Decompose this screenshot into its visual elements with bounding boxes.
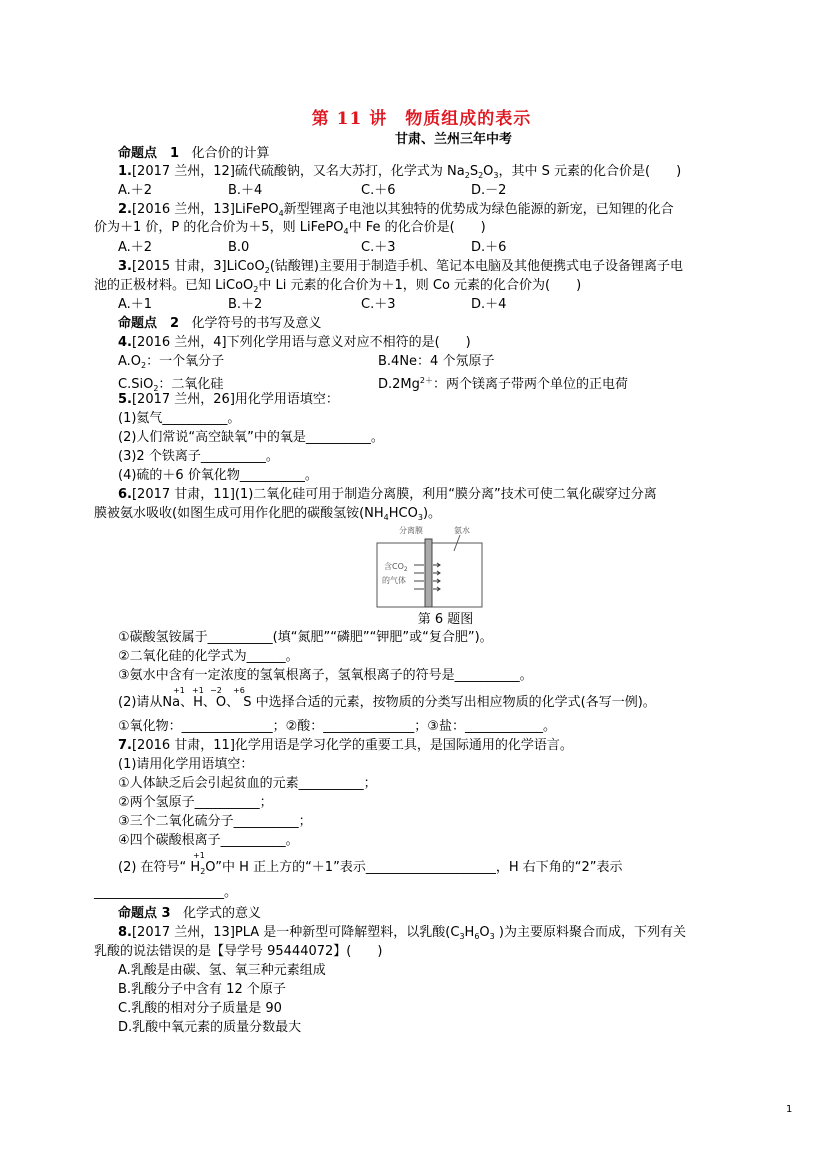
question-number: 1. <box>118 164 132 179</box>
question-number: 7. <box>118 738 132 753</box>
question-text: 中 Fe 的化合价是( ) <box>348 220 486 235</box>
section-label: 命题点 2 <box>118 316 180 331</box>
question-text: )为主要原料聚合而成，下列有关 <box>494 925 686 940</box>
option-c[interactable]: C.＋3 <box>361 240 396 255</box>
page-number: 1 <box>786 1104 793 1115</box>
section-label: 命题点 1 <box>118 146 180 161</box>
option-b[interactable]: B.0 <box>228 240 250 255</box>
question-5 <box>118 392 339 408</box>
option-b[interactable]: B.乳酸分子中含有 12 个原子 <box>118 982 286 997</box>
option-a[interactable]: A.＋2 <box>118 183 153 198</box>
membrane-icon <box>425 539 432 607</box>
question-text: HCO <box>388 506 418 521</box>
subscript: 3 <box>459 932 465 941</box>
option-d[interactable]: D.乳酸中氧元素的质量分数最大 <box>118 1020 302 1035</box>
question-1 <box>118 164 681 184</box>
subscript: 3 <box>493 171 499 180</box>
option-a[interactable]: A.＋2 <box>118 240 153 255</box>
option-b[interactable]: B.＋4 <box>228 183 263 198</box>
question-text: [2017 兰州，26]用化学用语填空： <box>131 392 339 407</box>
subscript: 2 <box>200 867 206 876</box>
question-text: (2) 在符号“ H <box>118 860 201 875</box>
gas-label-2: 的气体 <box>382 576 406 585</box>
question-7 <box>118 738 573 754</box>
fill-blank-item[interactable]: (3)2 个铁离子__________。 <box>118 449 279 464</box>
question-number: 3. <box>118 259 132 274</box>
valence-o: −2 <box>210 686 222 695</box>
section-topic: 化学式的意义 <box>182 906 261 921</box>
fill-blank-item[interactable]: ①人体缺乏后会引起贫血的元素__________； <box>118 776 377 791</box>
question-number: 4. <box>118 335 132 350</box>
superscript: 2＋ <box>419 376 433 385</box>
section-heading-1 <box>118 146 269 162</box>
subscript: 2 <box>253 285 259 294</box>
question-text: ，其中 S 元素的化合价是( ) <box>498 164 682 179</box>
subscript: 2 <box>464 171 470 180</box>
question-7-part1: (1)请用化学用语填空： <box>118 757 254 772</box>
question-1-options <box>118 183 506 199</box>
question-text: H <box>464 925 475 940</box>
question-text: [2017 兰州，13]PLA 是一种新型可降解塑料，以乳酸(C <box>131 925 460 940</box>
option-c[interactable]: C.＋3 <box>361 297 396 312</box>
question-4-options-row1 <box>118 354 494 374</box>
ammonia-label: 氨水 <box>454 526 470 535</box>
section-topic: 化学符号的书写及意义 <box>191 316 322 331</box>
page-title: 第 11 讲 物质组成的表示 <box>311 109 532 129</box>
question-text: 价为＋1 价，P 的化合价为＋5，则 LiFePO <box>94 220 344 235</box>
question-number: 8. <box>118 925 132 940</box>
section-label: 命题点 3 <box>118 906 171 921</box>
question-text: O <box>479 925 490 940</box>
figure-caption: 第 6 题图 <box>417 612 474 627</box>
option-a[interactable]: A.乳酸是由碳、氢、氧三种元素组成 <box>118 963 326 978</box>
valence-h: +1 <box>193 851 205 860</box>
membrane-separation-figure <box>376 521 484 609</box>
figure-diagram <box>376 521 484 609</box>
subscript: 2 <box>478 171 484 180</box>
option-text: A.O <box>118 354 142 369</box>
subscript: 4 <box>343 227 349 236</box>
valence-na: +1 <box>173 686 185 695</box>
option-c[interactable]: C.乳酸的相对分子质量是 90 <box>118 1001 282 1016</box>
fill-blank-item[interactable]: (1)氦气__________。 <box>118 411 241 426</box>
option-d[interactable]: D.－2 <box>471 183 507 198</box>
question-text: 中 Li 元素的化合价为＋1，则 Co 元素的化合价为( ) <box>258 278 582 293</box>
question-8 <box>118 925 686 945</box>
section-topic: 化合价的计算 <box>191 146 270 161</box>
section-heading-3 <box>118 906 261 922</box>
subscript: 2 <box>403 566 408 573</box>
option-d[interactable]: D.＋4 <box>471 297 507 312</box>
valence-s: +6 <box>233 686 245 695</box>
fill-blank-item[interactable]: ②两个氢原子__________； <box>118 795 273 810</box>
subscript: 4 <box>383 513 389 522</box>
question-text: [2016 兰州，13]LiFePO <box>131 202 279 217</box>
page-subtitle: 甘肃、兰州三年中考 <box>394 132 512 147</box>
question-text: )。 <box>422 506 442 521</box>
subscript: 6 <box>474 932 480 941</box>
question-8-cont: 乳酸的说法错误的是【导学号 95444072】( ) <box>94 944 383 959</box>
fill-blank-item[interactable]: ____________________。 <box>94 885 238 900</box>
question-3-options <box>118 297 506 313</box>
question-text: 新型锂离子电池以其独特的优势成为绿色能源的新宠，已知锂的化合 <box>283 202 674 217</box>
option-d[interactable] <box>378 373 628 393</box>
question-2-options <box>118 240 506 256</box>
subscript: 2 <box>264 266 270 275</box>
valence-h: +1 <box>192 686 204 695</box>
subscript: 4 <box>278 209 284 218</box>
fill-blank-item[interactable]: ①碳酸氢铵属于__________(填“氮肥”“磷肥”“钾肥”或“复合肥”)。 <box>118 630 493 645</box>
fill-blank-item[interactable]: ③三个二氧化硫分子__________； <box>118 814 312 829</box>
option-a[interactable] <box>118 354 378 374</box>
question-number: 5. <box>118 392 132 407</box>
option-c[interactable]: C.＋6 <box>361 183 396 198</box>
question-2-cont <box>94 220 486 240</box>
section-heading-2 <box>118 316 321 332</box>
question-number: 6. <box>118 487 132 502</box>
fill-blank-item[interactable]: ①氧化物：______________；②酸：______________；③盐：____________。 <box>118 719 556 734</box>
option-text: ：一个氧分子 <box>146 354 225 369</box>
question-6-part2: (2)请从Na、H、O、 S 中选择合适的元素，按物质的分类写出相应物质的化学式(各写一例)。 <box>118 695 656 710</box>
question-3-cont <box>94 278 581 298</box>
option-text: C.SiO <box>118 377 154 392</box>
fill-blank-item[interactable]: ④四个碳酸根离子__________。 <box>118 833 299 848</box>
subscript: 2 <box>153 384 159 393</box>
question-7-part2[interactable] <box>118 860 622 880</box>
question-text: [2016 兰州，4]下列化学用语与意义对应不相符的是( ) <box>131 335 471 350</box>
option-text: D.2Mg <box>378 377 420 392</box>
question-4 <box>118 335 471 351</box>
question-text: [2015 甘肃，3]LiCoO <box>131 259 265 274</box>
gas-label-text: 含CO <box>384 562 404 571</box>
option-d[interactable]: D.＋6 <box>471 240 507 255</box>
fill-blank-item[interactable]: ③氨水中含有一定浓度的氢氧根离子，氢氧根离子的符号是__________。 <box>118 668 533 683</box>
question-3 <box>118 259 683 279</box>
question-text: 膜被氨水吸收(如图生成可用作化肥的碳酸氢铵(NH <box>94 506 384 521</box>
question-text: 池的正极材料。已知 LiCoO <box>94 278 254 293</box>
question-text: O”中 H 正上方的“＋1”表示____________________，H 右下角的“2”表示 <box>205 860 623 875</box>
question-text: O <box>483 164 494 179</box>
fill-blank-item[interactable]: (2)人们常说“高空缺氧”中的氧是__________。 <box>118 430 384 445</box>
option-b[interactable]: B.＋2 <box>228 297 263 312</box>
fill-blank-item[interactable]: ②二氧化硅的化学式为______。 <box>118 649 299 664</box>
question-text: [2016 甘肃，11]化学用语是学习化学的重要工具，是国际通用的化学语言。 <box>131 738 573 753</box>
question-text: S <box>469 164 479 179</box>
subscript: 3 <box>417 513 423 522</box>
question-text: [2017 甘肃，11](1)二氧化硅可用于制造分离膜，利用“膜分离”技术可使二氧化碳穿过分离 <box>131 487 657 502</box>
question-2 <box>118 202 674 222</box>
question-text: [2017 兰州，12]硫代硫酸钠，又名大苏打，化学式为 Na <box>131 164 465 179</box>
question-number: 2. <box>118 202 132 217</box>
fill-blank-item[interactable]: (4)硫的＋6 价氧化物__________。 <box>118 468 318 483</box>
membrane-label: 分离膜 <box>399 526 423 535</box>
option-text: ：二氧化硅 <box>158 377 224 392</box>
option-text: ：两个镁离子带两个单位的正电荷 <box>432 377 628 392</box>
subscript: 2 <box>141 361 147 370</box>
question-text: (钴酸锂)主要用于制造手机、笔记本电脑及其他便携式电子设备锂离子电 <box>269 259 683 274</box>
subscript: 3 <box>489 932 495 941</box>
option-a[interactable]: A.＋1 <box>118 297 153 312</box>
option-b[interactable]: B.4Ne：4 个氖原子 <box>378 354 495 369</box>
question-6 <box>118 487 657 503</box>
